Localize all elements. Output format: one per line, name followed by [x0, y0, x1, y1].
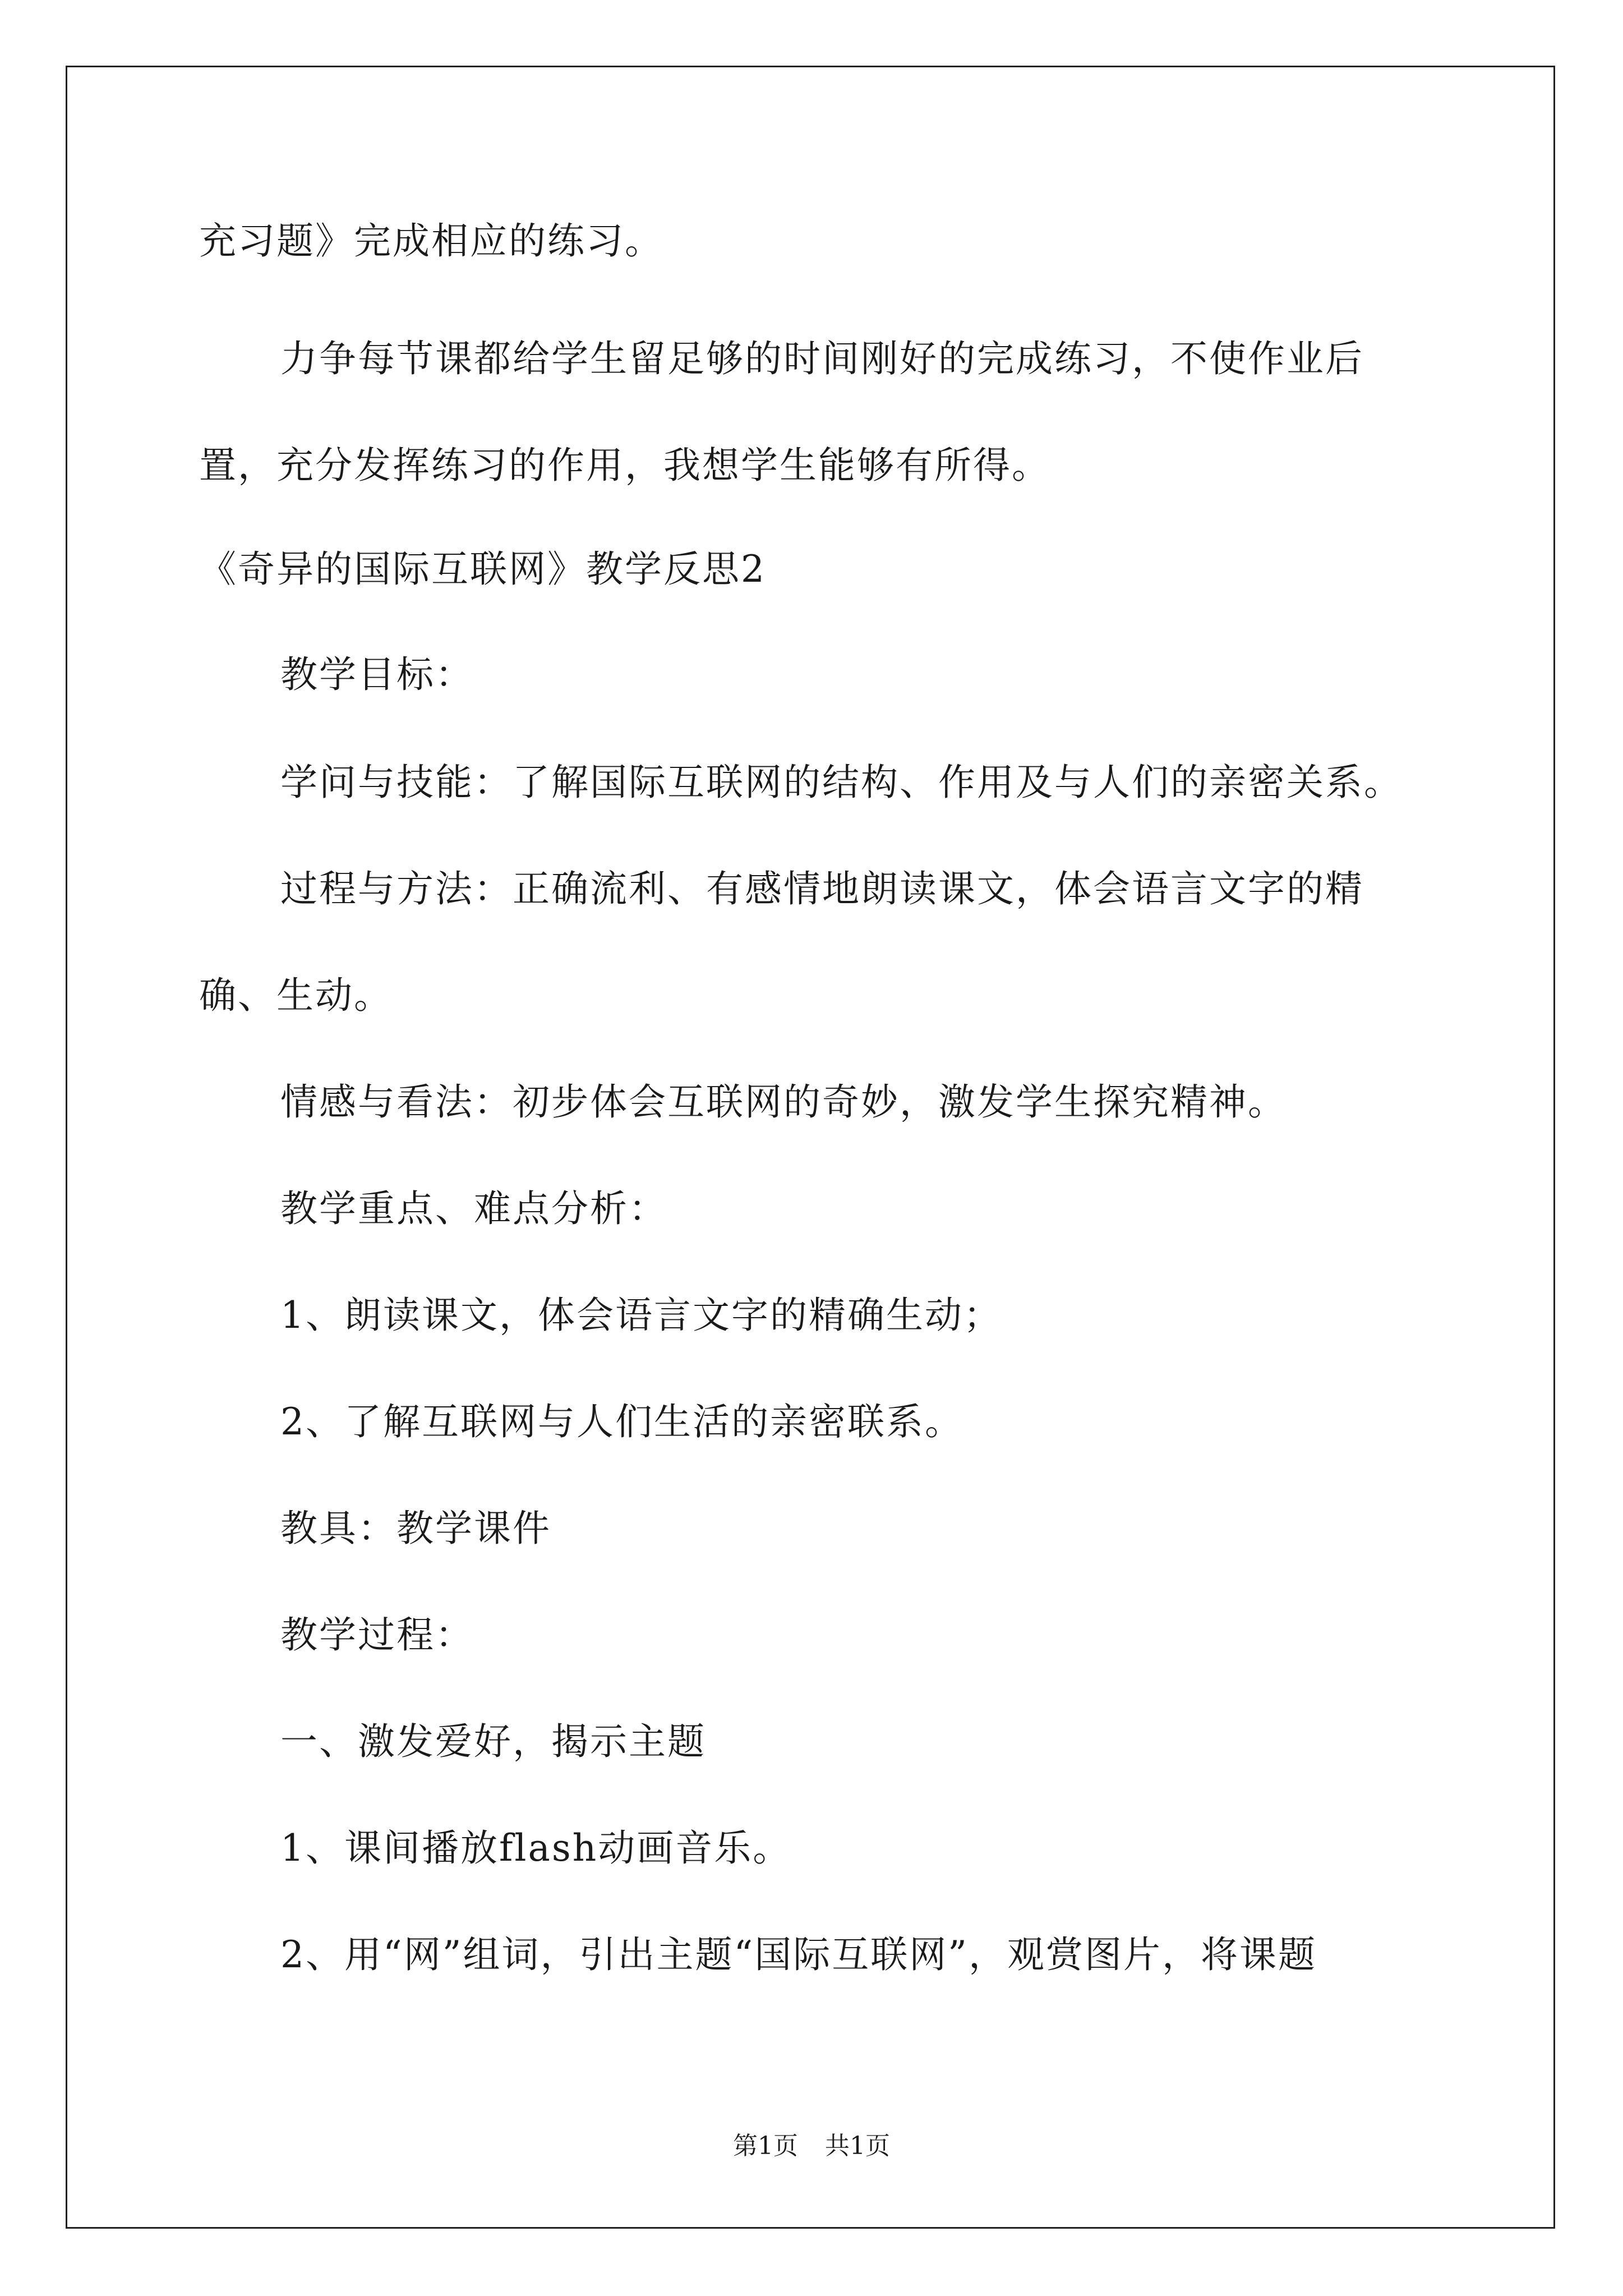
text-line: 教学过程： — [280, 1613, 474, 1657]
text-line: 确、生动。 — [199, 974, 393, 1017]
page-border — [66, 66, 1555, 2229]
text-line: 1、朗读课文，体会语言文字的精确生动； — [280, 1294, 1002, 1337]
page-total: 共1页 — [825, 2132, 890, 2160]
text-line: 充习题》完成相应的练习。 — [199, 219, 663, 263]
text-line: 教具：教学课件 — [280, 1507, 551, 1550]
text-line: 置，充分发挥练习的作用，我想学生能够有所得。 — [199, 444, 1050, 487]
text-line: 1、课间播放flash动画音乐。 — [280, 1826, 792, 1870]
text-line: 学问与技能：了解国际互联网的结构、作用及与人们的亲密关系。 — [280, 761, 1403, 804]
text-line: 情感与看法：初步体会互联网的奇妙，激发学生探究精神。 — [280, 1080, 1287, 1124]
text-line: 教学目标： — [280, 653, 474, 696]
text-line: 一、激发爱好，揭示主题 — [280, 1720, 706, 1763]
page-footer — [0, 2131, 1623, 2162]
section-heading: 《奇异的国际互联网》教学反思2 — [199, 547, 766, 591]
text-line: 2、了解互联网与人们生活的亲密联系。 — [280, 1400, 963, 1443]
text-line: 力争每节课都给学生留足够的时间刚好的完成练习，不使作业后 — [280, 337, 1364, 380]
text-line: 2、用“网”组词，引出主题“国际互联网”，观赏图片，将课题 — [280, 1933, 1317, 1976]
page-number: 第1页 — [733, 2132, 798, 2160]
text-line: 教学重点、难点分析： — [280, 1187, 667, 1230]
text-line: 过程与方法：正确流利、有感情地朗读课文，体会语言文字的精 — [280, 867, 1364, 910]
